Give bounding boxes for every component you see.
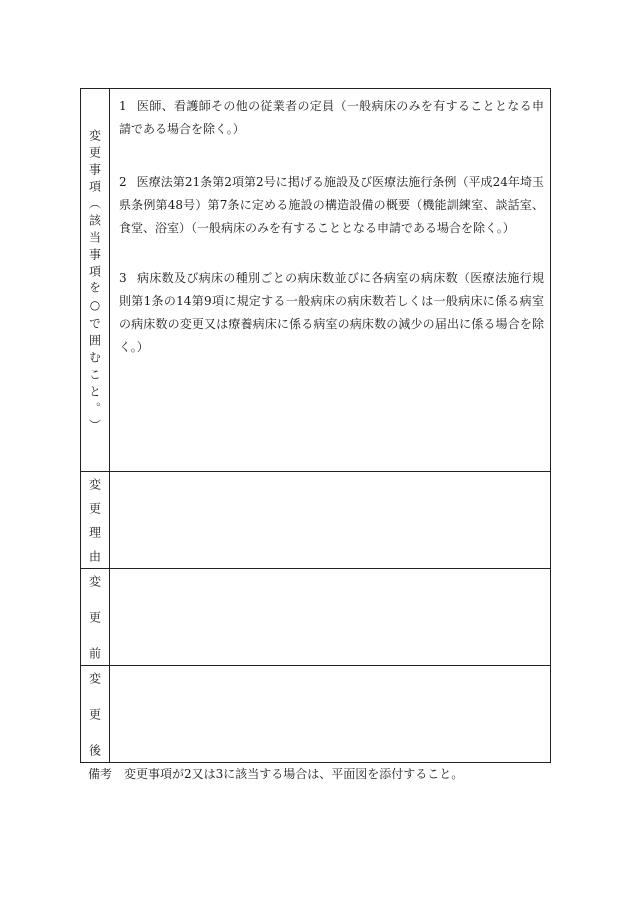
label-char: 当 (87, 230, 102, 243)
label-char: を (87, 281, 102, 294)
change-items-label-cell (81, 89, 110, 471)
before-change-label-cell (81, 569, 110, 665)
label-char: 変 (87, 478, 102, 490)
label-char: 更 (87, 502, 102, 514)
label-char: ） (87, 418, 102, 431)
change-item-2 (119, 171, 544, 240)
label-char: こ (87, 368, 102, 381)
change-reason-row (81, 471, 550, 568)
before-change-label (81, 575, 109, 659)
label-char: 該 (87, 213, 102, 226)
item-text: 医師、看護師その他の従業者の定員（一般病床のみを有することとなる申請である場合を除く。） (119, 99, 544, 136)
item-number: 1 (119, 99, 127, 113)
remarks-text: 変更事項が2又は3に該当する場合は、平面図を添付すること。 (124, 767, 464, 781)
label-char: 理 (87, 526, 102, 538)
label-char: 変 (87, 672, 102, 684)
label-char: 。 (87, 402, 102, 414)
label-char: 項 (87, 264, 102, 277)
after-change-label-cell (81, 666, 110, 762)
remarks-label: 備考 (88, 767, 113, 781)
label-char: 項 (87, 179, 102, 192)
remarks-note (88, 766, 463, 782)
label-char: ○ (88, 298, 102, 313)
before-change-row (81, 568, 550, 665)
label-char: 更 (87, 145, 102, 158)
label-char: む (87, 351, 102, 364)
item-text: 医療法第21条第2項第2号に掲げる施設及び医療法施行条例（平成24年埼玉県条例第48号）第7条に定める施設の構造設備の概要（機能訓練室、談話室、食堂、浴室）（一般病床のみを有することとなる申請である場合を除く。） (119, 175, 544, 235)
label-char: 事 (87, 247, 102, 260)
label-char: 変 (87, 575, 102, 587)
before-change-field[interactable] (110, 569, 550, 665)
label-char: と (87, 385, 102, 398)
change-items-label (81, 129, 109, 431)
label-char: 変 (87, 129, 102, 141)
after-change-row (81, 665, 550, 762)
change-reason-label (81, 478, 109, 562)
label-char: で (87, 317, 102, 330)
change-item-3 (119, 267, 544, 359)
item-text: 病床数及び病床の種別ごとの病床数並びに各病室の病床数（医療法施行規則第1条の14第9項に規定する一般病床の病床数若しくは一般病床に係る病室の病床数の変更又は療養病床に係る病室の病床数の減少の届出に係る場合を除く。） (119, 271, 544, 354)
change-items-content (110, 89, 550, 471)
label-char: 前 (87, 647, 102, 659)
change-reason-field[interactable] (110, 472, 550, 568)
label-char: 囲 (87, 334, 102, 347)
label-char: 後 (87, 744, 102, 756)
change-reason-label-cell (81, 472, 110, 568)
label-char: 事 (87, 162, 102, 175)
after-change-label (81, 672, 109, 756)
item-number: 3 (119, 271, 127, 285)
label-char: 更 (87, 611, 102, 623)
label-char: 更 (87, 708, 102, 720)
change-item-1 (119, 95, 544, 141)
item-number: 2 (119, 175, 127, 189)
label-char: （ (87, 196, 102, 209)
change-form-table (80, 88, 551, 763)
after-change-field[interactable] (110, 666, 550, 762)
change-items-row (81, 89, 550, 471)
label-char: 由 (87, 550, 102, 562)
